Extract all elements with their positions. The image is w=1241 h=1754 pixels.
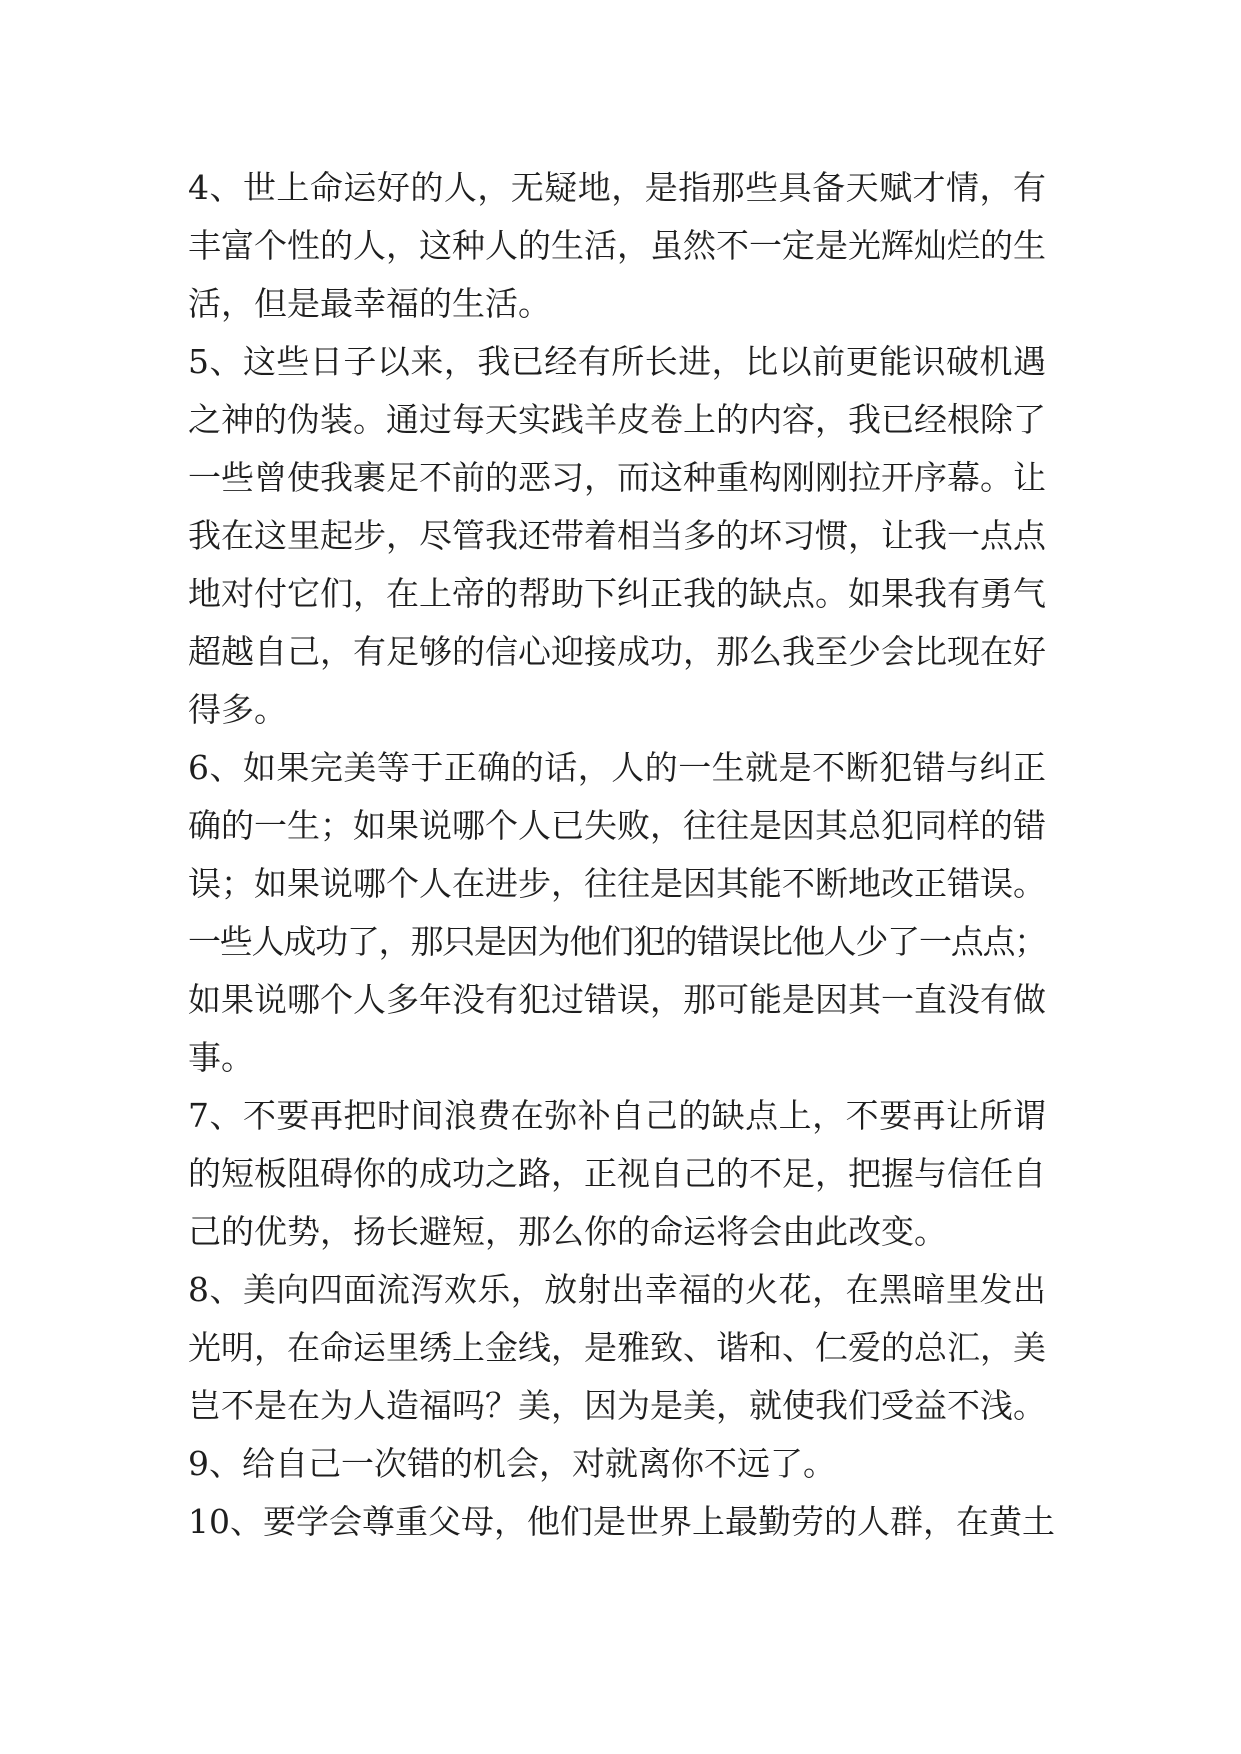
text-line: 丰富个性的人，这种人的生活，虽然不一定是光辉灿烂的生 bbox=[188, 226, 1046, 265]
text-line: 8、美向四面流泻欢乐，放射出幸福的火花，在黑暗里发出 bbox=[188, 1270, 1046, 1309]
paragraph-5 bbox=[188, 333, 1046, 739]
text-line: 我在这里起步，尽管我还带着相当多的坏习惯，让我一点点 bbox=[188, 516, 1046, 555]
text-line: 之神的伪装。通过每天实践羊皮卷上的内容，我已经根除了 bbox=[188, 400, 1046, 439]
text-line: 岂不是在为人造福吗？美，因为是美，就使我们受益不浅。 bbox=[188, 1386, 1046, 1425]
text-line: 事。 bbox=[188, 1038, 254, 1077]
paragraph-9 bbox=[188, 1435, 1046, 1493]
text-line: 误；如果说哪个人在进步，往往是因其能不断地改正错误。 bbox=[188, 864, 1046, 903]
text-line: 超越自己，有足够的信心迎接成功，那么我至少会比现在好 bbox=[188, 632, 1046, 671]
text-line: 9、给自己一次错的机会，对就离你不远了。 bbox=[188, 1444, 836, 1483]
text-line: 如果说哪个人多年没有犯过错误，那可能是因其一直没有做 bbox=[188, 980, 1046, 1019]
text-line: 活，但是最幸福的生活。 bbox=[188, 284, 551, 323]
paragraph-4 bbox=[188, 159, 1046, 333]
paragraph-6 bbox=[188, 739, 1046, 1087]
text-line: 光明，在命运里绣上金线，是雅致、谐和、仁爱的总汇，美 bbox=[188, 1328, 1046, 1367]
text-line: 5、这些日子以来，我已经有所长进，比以前更能识破机遇 bbox=[188, 342, 1046, 381]
paragraph-8 bbox=[188, 1261, 1046, 1435]
text-line: 7、不要再把时间浪费在弥补自己的缺点上，不要再让所谓 bbox=[188, 1096, 1046, 1135]
text-line: 己的优势，扬长避短，那么你的命运将会由此改变。 bbox=[188, 1212, 947, 1251]
text-line: 一些人成功了，那只是因为他们犯的错误比他人少了一点点； bbox=[188, 922, 1046, 961]
text-line: 确的一生；如果说哪个人已失败，往往是因其总犯同样的错 bbox=[188, 806, 1046, 845]
text-line: 4、世上命运好的人，无疑地，是指那些具备天赋才情，有 bbox=[188, 168, 1046, 207]
document-body bbox=[188, 159, 1055, 1551]
text-line: 一些曾使我裹足不前的恶习，而这种重构刚刚拉开序幕。让 bbox=[188, 458, 1046, 497]
paragraph-10 bbox=[188, 1493, 1055, 1551]
text-line: 10、要学会尊重父母，他们是世界上最勤劳的人群，在黄土 bbox=[188, 1502, 1055, 1541]
paragraph-7 bbox=[188, 1087, 1046, 1261]
text-line: 的短板阻碍你的成功之路，正视自己的不足，把握与信任自 bbox=[188, 1154, 1046, 1193]
text-line: 6、如果完美等于正确的话，人的一生就是不断犯错与纠正 bbox=[188, 748, 1046, 787]
text-line: 地对付它们，在上帝的帮助下纠正我的缺点。如果我有勇气 bbox=[188, 574, 1046, 613]
text-line: 得多。 bbox=[188, 690, 287, 729]
